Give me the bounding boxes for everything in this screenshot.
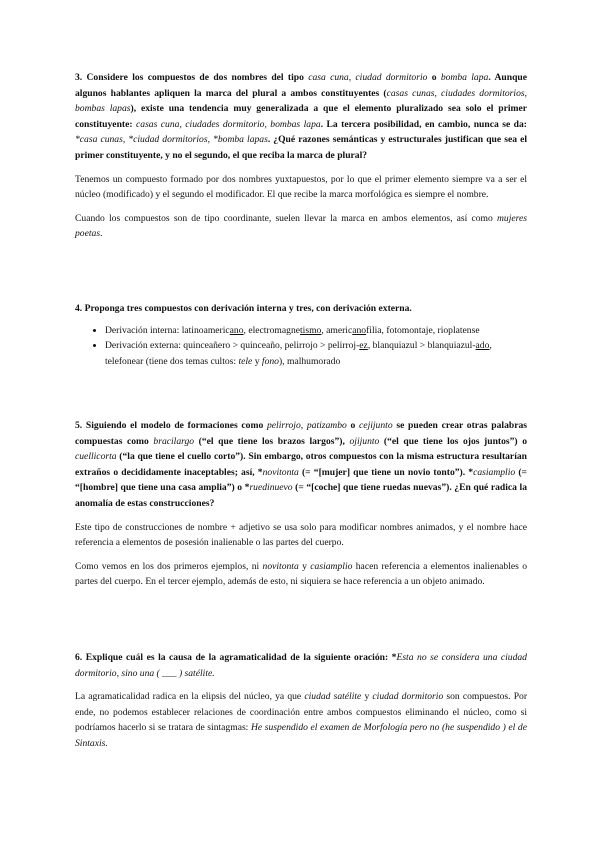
- question-5-prompt: 5. Siguiendo el modelo de formaciones como pelirrojo, patizambo o cejijunto se pueden crear otras palabras compuestas como bracilargo (“el que tiene los brazos largos”), ojijunto (“el que tiene los ojos juntos”) o cuellicorta (“la que tiene el cuello corto”). Sin embargo, otros compuestos con la misma estructura resultarían extraños o decididamente inaceptables; así, *novitonta (= “[mujer] que tiene un novio tonto”). *casiamplio (= “[hombre] que tiene una casa amplia”) o *ruedinuevo (= “[coche] que tiene ruedas nuevas”). ¿En qué radica la anomalía de estas construcciones?: [75, 420, 528, 509]
- list-item-derivacion-externa: • Derivación externa: quinceañero > quinceaño, pelirrojo > pelirroj-ez, blanquiazul > blanquiazul-ado, telefonear (tiene dos temas cultos: tele y fono), malhumorado: [105, 338, 527, 369]
- question-5-section: [75, 418, 527, 590]
- question-4-list: [75, 323, 527, 370]
- question-5-answer-1: Este tipo de construcciones de nombre + adjetivo se usa solo para modificar nombres animados, y el nombre hace referencia a elementos de posesión inalienable o las partes del cuerpo.: [75, 521, 527, 549]
- question-3-section: [75, 70, 527, 242]
- list-item-derivacion-interna: • Derivación interna: latinoamericano, electromagnetismo, americanofilia, fotomontaje, rioplatense: [105, 323, 527, 339]
- question-6-section: [75, 650, 527, 752]
- question-3-prompt: 3. Considere los compuestos de dos nombres del tipo casa cuna, ciudad dormitorio o bomba lapa. Aunque algunos hablantes apliquen la marca del plural a ambos constituyentes (casas cunas, ciudades dormitorios, bombas lapas), existe una tendencia muy generalizada a que el elemento pluralizado sea solo el primer constituyente: casas cuna, ciudades dormitorio, bombas lapa. La tercera posibilidad, en cambio, nunca se da: *casa cunas, *ciudad dormitorios, *bomba lapas. ¿Qué razones semánticas y estructurales justifican que sea el primer constituyente, y no el segundo, el que reciba la marca de plural?: [75, 72, 528, 161]
- question-3-answer-1: Tenemos un compuesto formado por dos nombres yuxtapuestos, por lo que el primer elemento siempre va a ser el núcleo (modificado) y el segundo el modificador. El que recibe la marca morfológica es siempre el nombre.: [75, 173, 527, 201]
- question-3-answer-2: Cuando los compuestos son de tipo coordinante, suelen llevar la marca en ambos elementos, así como mujeres poetas.: [75, 212, 527, 240]
- question-5-answer-2: Como vemos en los dos primeros ejemplos, ni novitonta y casiamplio hacen referencia a elementos inalienables o partes del cuerpo. En el tercer ejemplo, además de esto, ni siquiera se hace referencia a un objeto animado.: [75, 560, 528, 588]
- question-6-prompt: 6. Explique cuál es la causa de la agramaticalidad de la siguiente oración: *Esta no se considera una ciudad dormitorio, sino una ( ___ ) satélite.: [75, 652, 527, 679]
- question-6-answer: La agramaticalidad radica en la elipsis del núcleo, ya que ciudad satélite y ciudad dormitorio son compuestos. Por ende, no podemos establecer relaciones de coordinación entre ambos compuestos eliminando el núcleo, como si podríamos hacerlo si se tratara de sintagmas: He suspendido el examen de Morfología pero no (he suspendido ) el de Sintaxis.: [75, 691, 528, 749]
- question-4-prompt: 4. Proponga tres compuestos con derivación interna y tres, con derivación externa.: [75, 303, 412, 314]
- question-4-section: [75, 301, 527, 369]
